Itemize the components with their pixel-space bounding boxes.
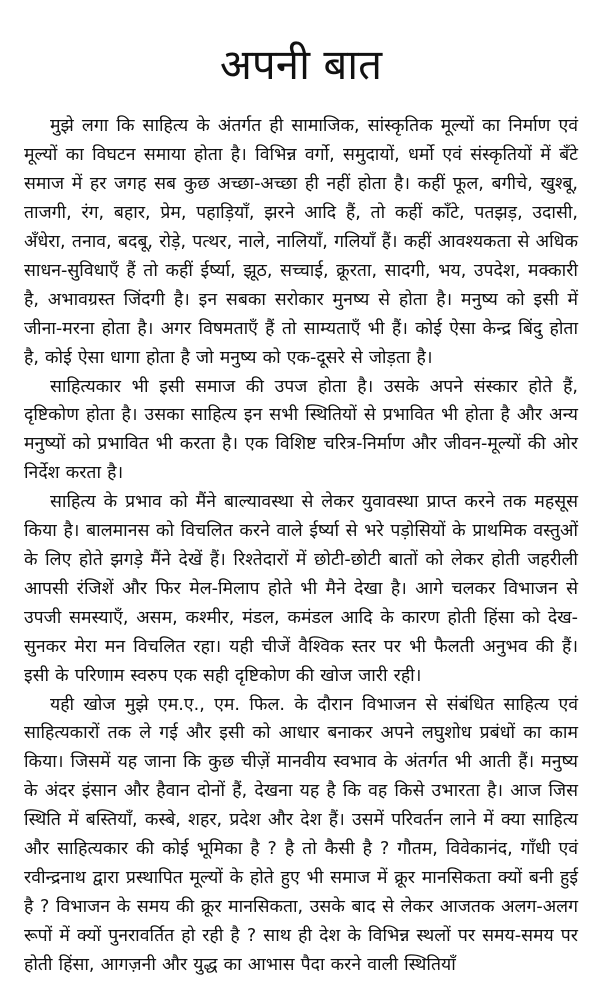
- paragraph-3: साहित्य के प्रभाव को मैंने बाल्यावस्था से लेकर युवावस्था प्राप्त करने तक महसूस किया है। बालमानस को विचलित करने वाले ईर्ष्या से भरे पड़ोसियों के प्राथमिक वस्तुओं के लिए होते झगड़े मैंने देखें हैं। रिश्तेदारों में छोटी-छोटी बातों को लेकर होती जहरीली आपसी रंजिशें और फिर मेल-मिलाप होते भी मैने देखा है। आगे चलकर विभाजन से उपजी समस्याएँ, असम, कश्मीर, मंडल, कमंडल आदि के कारण होती हिंसा को देख-सुनकर मेरा मन विचलित रहा। यही चीजें वैश्विक स्तर पर भी फैलती अनुभव की हैं। इसी के परिणाम स्वरुप एक सही दृष्टिकोण की खोज जारी रही।: [24, 492, 578, 686]
- paragraph-4: यही खोज मुझे एम.ए., एम. फिल. के दौरान विभाजन से संबंधित साहित्य एवं साहित्यकारों तक ले गई और इसी को आधार बनाकर अपने लघुशोध प्रबंधों का काम किया। जिसमें यह जाना कि कुछ चीज़ें मानवीय स्वभाव के अंतर्गत भी आती हैं। मनुष्य के अंदर इंसान और हैवान दोनों हैं, देखना यह है कि वह किसे उभारता है। आज जिस स्थिति में बस्तियाँ, कस्बे, शहर, प्रदेश और देश हैं। उसमें परिवर्तन लाने में क्या साहित्य और साहित्यकार की कोई भूमिका है ? है तो कैसी है ? गौतम, विवेकानंद, गाँधी एवं रवीन्द्रनाथ द्वारा प्रस्थापित मूल्यों के होते हुए भी समाज में क्रूर मानसिकता क्यों बनी हुई है ? विभाजन के समय की क्रूर मानसिकता, उसके बाद से लेकर आजतक अलग-अलग रूपों में क्यों पुनरावर्तित हो रही है ? साथ ही देश के विभिन्न स्थलों पर समय-समय पर होती हिंसा, आगज़नी और युद्ध का आभास पैदा करने वाली स्थितियाँ: [24, 694, 578, 975]
- paragraph-2: साहित्यकार भी इसी समाज की उपज होता है। उसके अपने संस्कार होते हैं, दृष्टिकोण होता है। उसका साहित्य इन सभी स्थितियों से प्रभावित भी होता है और अन्य मनुष्यों को प्रभावित भी करता है। एक विशिष्ट चरित्र-निर्माण और जीवन-मूल्यों की ओर निर्देश करता है।: [24, 376, 578, 484]
- page-title: अपनी बात: [219, 40, 383, 89]
- paragraph-1: मुझे लगा कि साहित्य के अंतर्गत ही सामाजिक, सांस्कृतिक मूल्यों का निर्माण एवं मूल्यों का विघटन समाया होता है। विभिन्न वर्गो, समुदायों, धर्मो एवं संस्कृतियों में बँटे समाज में हर जगह सब कुछ अच्छा-अच्छा ही नहीं होता है। कहीं फूल, बगीचे, खुश्बू, ताजगी, रंग, बहार, प्रेम, पहाड़ियाँ, झरने आदि हैं, तो कहीं काँटे, पतझड़, उदासी, अँधेरा, तनाव, बदबू, रोड़े, पत्थर, नाले, नालियाँ, गलियाँ हैं। कहीं आवश्यकता से अधिक साधन-सुविधाएँ हैं तो कहीं ईर्ष्या, झूठ, सच्चाई, क्रूरता, सादगी, भय, उपदेश, मक्कारी है, अभावग्रस्त जिंदगी है। इन सबका सरोकार मुनष्य से होता है। मनुष्य को इसी में जीना-मरना होता है। अगर विषमताएँ हैं तो साम्यताएँ भी हैं। कोई ऐसा केन्द्र बिंदु होता है, कोई ऐसा धागा होता है जो मनुष्य को एक-दूसरे से जोड़ता है।: [24, 116, 578, 368]
